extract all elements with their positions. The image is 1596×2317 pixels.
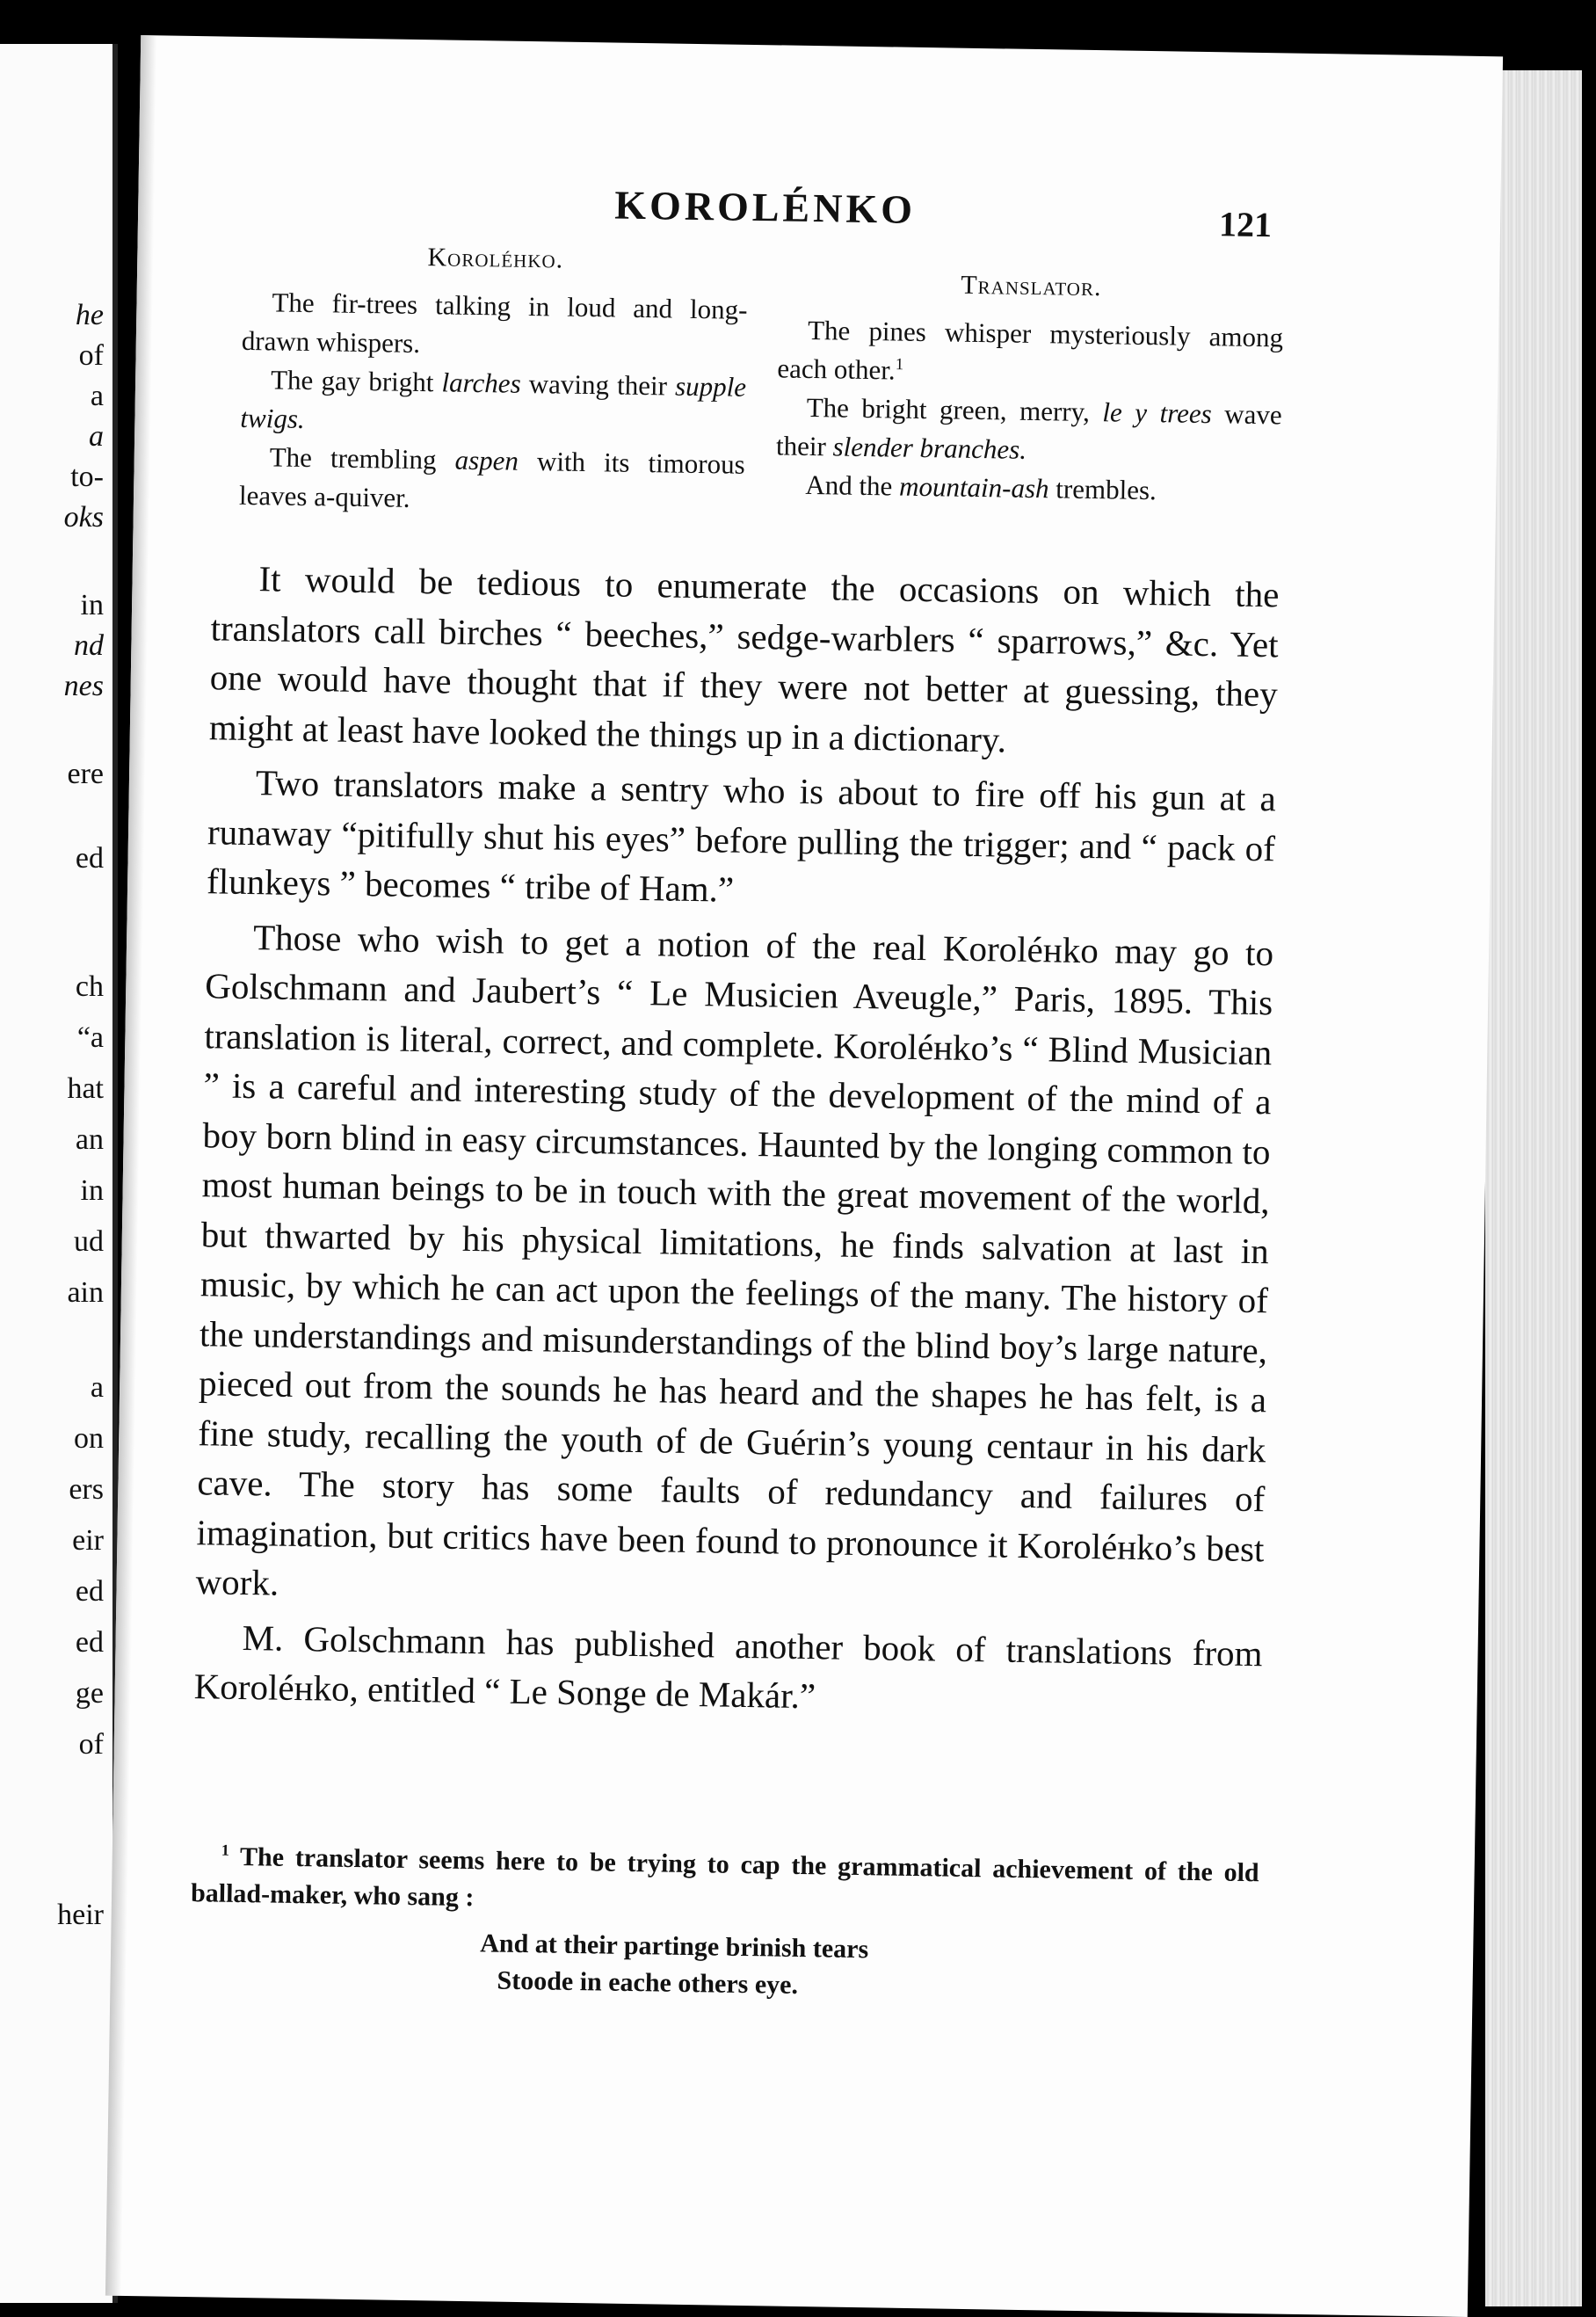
book-page	[105, 35, 1503, 2317]
facing-page-fragment: a	[90, 1371, 104, 1404]
verse-line: Stoode in eache others eye.	[497, 1965, 799, 2001]
facing-page-fragment: a	[89, 420, 104, 453]
facing-page-fragment: eir	[72, 1524, 104, 1557]
facing-page-fragment: ain	[67, 1276, 104, 1309]
paragraph: M. Golschmann has published another book of translations from Koroléнko, entitled “ Le Songe de Makár.”	[193, 1616, 1263, 1717]
facing-page-fragment: nes	[63, 670, 104, 702]
footnote-text: $^1$ The translator seems here to be trying to cap the grammatical achievement of the old ballad-maker, who sang :	[190, 1841, 1259, 1913]
original-line: The trembling aspen with its timorous leaves a-quiver.	[238, 441, 745, 513]
facing-page-fragment: a	[90, 380, 104, 412]
footnote	[189, 1838, 1259, 2011]
page-edge-stack	[1485, 70, 1582, 2306]
paragraph: Two translators make a sentry who is about to fire off his gun at a runaway “pitifully shut his eyes” before pulling the trigger; and “ pack of flunkeys ” becomes “ tribe of Ham.”	[206, 762, 1277, 910]
footnote-number: 1	[221, 1841, 230, 1859]
translator-column-heading: Translator.	[961, 270, 1102, 302]
facing-page-fragment: in	[80, 1174, 104, 1207]
body-text	[193, 553, 1280, 1732]
facing-page-fragment: ed	[75, 1575, 104, 1608]
facing-page-fragment: hat	[67, 1072, 104, 1105]
facing-page-fragment: ed	[75, 1626, 104, 1659]
original-line: The fir-trees talking in loud and long-drawn whispers.	[241, 287, 748, 360]
facing-page-fragment: ere	[67, 758, 104, 790]
facing-page-fragment: heir	[57, 1899, 104, 1931]
paragraph: Those who wish to get a notion of the real Koroléнko may go to Golschmann and Jaubert’s “ Le Musicien Aveugle,” Paris, 1895. This translation is literal, correct, and complete. Koroléнko’s “ Blind Musician ” is a careful and interesting study of the development of the mind of a boy born blind in easy circumstances. Haunted by the longing common to most human beings to be in touch with the great movement of the world, but thwarted by his physical limitations, he finds salvation at last in music, by which he can act upon the feelings of the many. The history of the understandings and misunderstandings of the blind boy’s large nature, pieced out from the sounds he has heard and the shapes he has felt, is a fine study, recalling the youth of de Guérin’s young centaur in his dark cave. The story has some faults of redundancy and failures of imagination, but critics have been found to pronounce it Koroléнko’s best work.	[195, 916, 1274, 1603]
footnote-marker: 1	[895, 355, 904, 374]
facing-page-fragment: on	[74, 1422, 104, 1455]
facing-page-fragment: ed	[75, 842, 104, 875]
translator-column	[775, 263, 1284, 512]
translator-line: The pines whisper mysteriously among each other.$^1$	[777, 314, 1284, 386]
facing-page-fragment: oks	[63, 501, 104, 534]
facing-page-fragment: an	[75, 1123, 104, 1156]
original-line: The gay bright larches waving their supple twigs.	[240, 364, 747, 434]
facing-page-fragment: “a	[76, 1021, 104, 1054]
facing-page-fragment: ers	[69, 1473, 104, 1506]
facing-page-fragment: nd	[74, 629, 104, 662]
verse-line: And at their partinge brinish tears	[479, 1928, 869, 1965]
facing-page-fragment: to-	[70, 461, 104, 493]
facing-page-fragment: of	[78, 339, 104, 372]
facing-page-fragment: ud	[74, 1225, 104, 1258]
facing-page-fragment: he	[75, 299, 104, 331]
facing-page-fragment: of	[78, 1728, 104, 1761]
facing-page-fragment: ch	[75, 970, 104, 1003]
running-head: KOROLÉNKO	[613, 182, 917, 232]
facing-page-edge	[0, 44, 118, 2303]
facing-page-fragment: ge	[75, 1677, 104, 1710]
translator-line: And the mountain-ash trembles.	[805, 468, 1157, 506]
page-number: 121	[1218, 204, 1273, 245]
paragraph: It would be tedious to enumerate the occasions on which the translators call birches “ beeches,” sedge-warblers “ sparrows,” &c. Yet one would have thought that if they were not better at guessing, they might at least have looked the things up in a dictionary.	[208, 558, 1280, 760]
original-column-heading: Koroléнko.	[427, 243, 564, 274]
facing-page-fragment: in	[80, 589, 104, 621]
original-column	[239, 236, 749, 523]
footnote-verse	[189, 1921, 1258, 2011]
translator-line: The bright green, merry, le y trees wave their slender branches.	[775, 391, 1282, 465]
